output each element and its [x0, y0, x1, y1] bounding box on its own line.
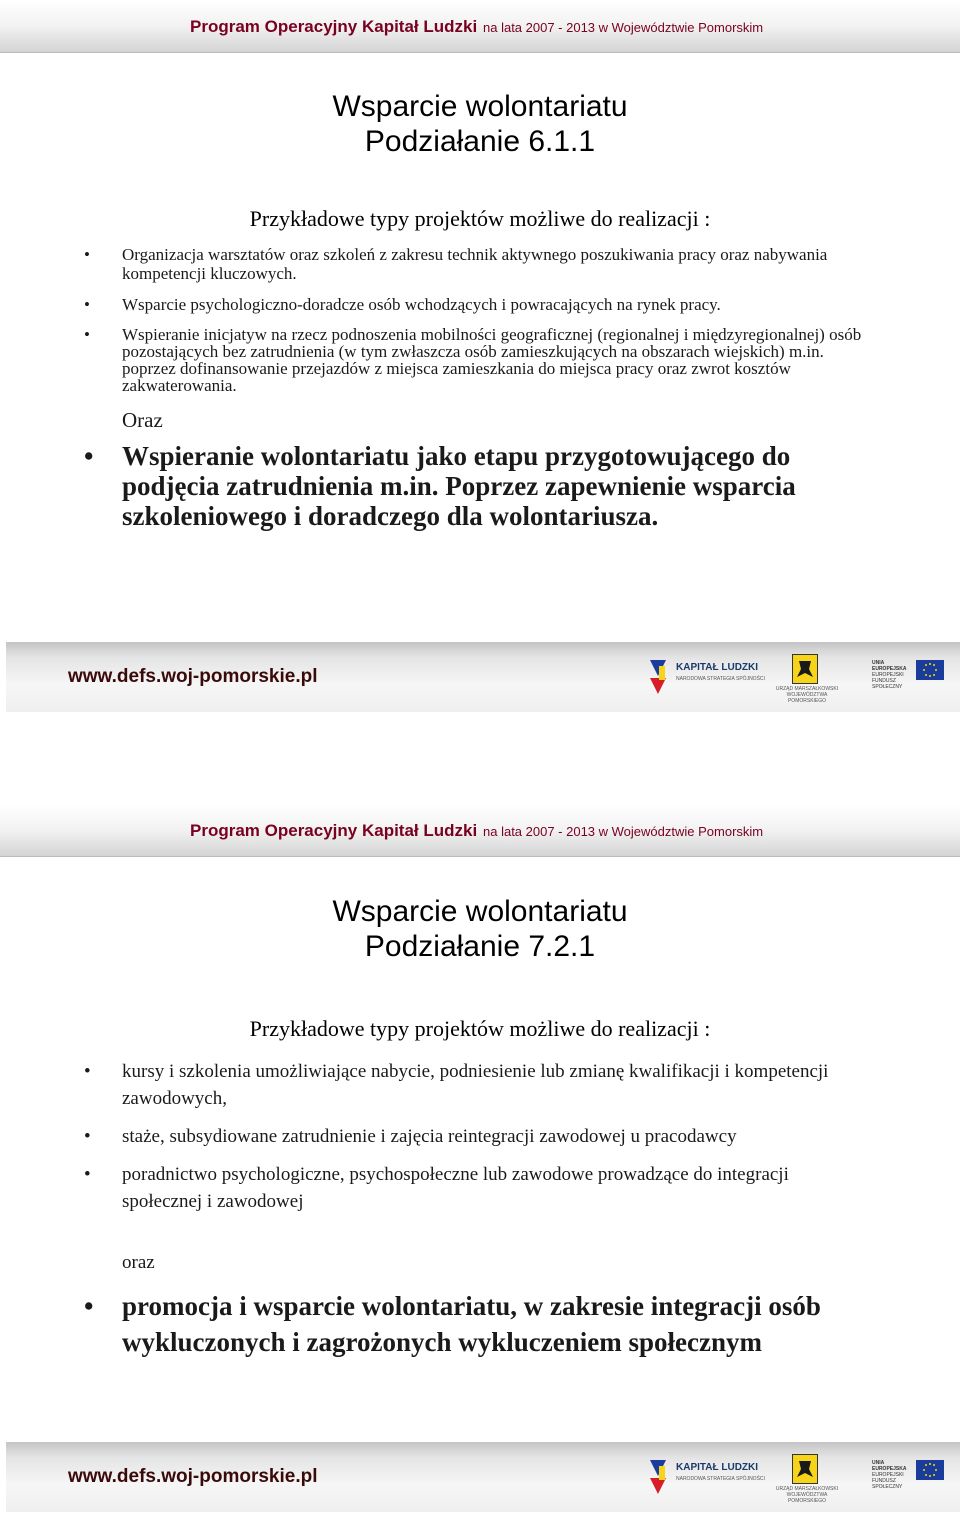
slide-title-sub: Podziałanie 7.2.1 [364, 930, 596, 963]
program-name: Program Operacyjny Kapitał Ludzki [190, 17, 478, 36]
oraz-label: oraz [122, 1252, 155, 1273]
griffin-crest-icon [792, 1454, 818, 1484]
bullet-icon: • [84, 1291, 94, 1321]
list-item: • poradnictwo psychologiczne, psychospołeczne lub zawodowe prowadzące do integracji społecznej i zawodowej [0, 1161, 960, 1215]
bullet-icon: • [84, 1061, 91, 1082]
eu-flag-icon [916, 1460, 944, 1480]
slide-6-1-1 [0, 0, 960, 714]
list-item: • kursy i szkolenia umożliwiające nabycie, podniesienie lub zmianę kwalifikacji i kompetencji zawodowych, [0, 1058, 960, 1112]
eu-label: UNIA EUROPEJSKA EUROPEJSKI FUNDUSZ SPOŁECZNY [872, 1460, 907, 1490]
highlight-list [0, 441, 960, 531]
list-item: • Wsparcie psychologiczno-doradcze osób wchodzących i powracających na rynek pracy. [84, 295, 721, 314]
slide-title: Wsparcie wolontariatu [332, 895, 628, 928]
section-heading: Przykładowe typy projektów możliwe do realizacji : [249, 206, 711, 231]
eu-flag-icon [916, 660, 944, 680]
griffin-crest-icon [792, 654, 818, 684]
bullet-icon: • [84, 1164, 91, 1185]
slide-7-2-1 [0, 804, 960, 1516]
highlight-list [0, 1288, 960, 1360]
oraz-label: Oraz [122, 408, 163, 432]
bullet-icon: • [84, 245, 90, 264]
section-heading: Przykładowe typy projektów możliwe do realizacji : [249, 1016, 711, 1041]
list-item: • promocja i wsparcie wolontariatu, w zakresie integracji osób wykluczonych i zagrożonych wykluczeniem społecznym [0, 1288, 960, 1360]
list-item: • Wspieranie inicjatyw na rzecz podnoszenia mobilności geograficznej (regionalnej i międzyregionalnej) osób pozostających bez zatrudnienia (w tym zwłaszcza osób zamieszkujących na obszarach wiejskich) m.in. poprzez dofinansowanie przejazdów z miejsca zamieszkania do miejsca pracy oraz zwrot kosztów zakwaterowania. [84, 325, 862, 395]
kl-subtitle: NARODOWA STRATEGIA SPÓJNOŚCI [676, 1476, 765, 1482]
eu-label: UNIA EUROPEJSKA EUROPEJSKI FUNDUSZ SPOŁECZNY [872, 660, 907, 690]
list-item: • Wspieranie wolontariatu jako etapu przygotowującego do podjęcia zatrudnienia m.in. Poprzez zapewnienie wsparcia szkoleniowego i doradczego dla wolontariusza. [84, 441, 796, 531]
bullet-icon: • [84, 325, 90, 344]
slide-title: Wsparcie wolontariatu [332, 90, 628, 123]
bullet-icon: • [84, 1126, 91, 1147]
project-types-list [0, 245, 960, 394]
list-item: • staże, subsydiowane zatrudnienie i zajęcia reintegracji zawodowej u pracodawcy [0, 1123, 960, 1150]
kl-name: KAPITAŁ LUDZKI [676, 1462, 759, 1473]
program-years: na lata 2007 - 2013 w Województwie Pomorskim [483, 824, 764, 839]
slide-footer [6, 1442, 960, 1512]
kl-name: KAPITAŁ LUDZKI [676, 662, 759, 673]
urzad-label: URZĄD MARSZAŁKOWSKI WOJEWÓDZTWA POMORSKIEGO [775, 686, 839, 704]
project-types-list [0, 1058, 960, 1215]
kl-subtitle: NARODOWA STRATEGIA SPÓJNOŚCI [676, 676, 765, 682]
slide-title-sub: Podziałanie 6.1.1 [364, 125, 596, 158]
slide-footer [6, 642, 960, 712]
program-years: na lata 2007 - 2013 w Województwie Pomorskim [483, 20, 764, 35]
bullet-icon: • [84, 295, 90, 314]
list-item: • Organizacja warsztatów oraz szkoleń z zakresu technik aktywnego poszukiwania pracy oraz nabywania kompetencji kluczowych. [84, 245, 828, 283]
program-header [0, 804, 960, 857]
bullet-icon: • [84, 441, 94, 471]
website-link[interactable]: www.defs.woj-pomorskie.pl [68, 666, 318, 687]
website-link[interactable]: www.defs.woj-pomorskie.pl [68, 1466, 318, 1487]
program-header [0, 0, 960, 53]
urzad-label: URZĄD MARSZAŁKOWSKI WOJEWÓDZTWA POMORSKIEGO [775, 1486, 839, 1504]
program-name: Program Operacyjny Kapitał Ludzki [190, 821, 478, 840]
